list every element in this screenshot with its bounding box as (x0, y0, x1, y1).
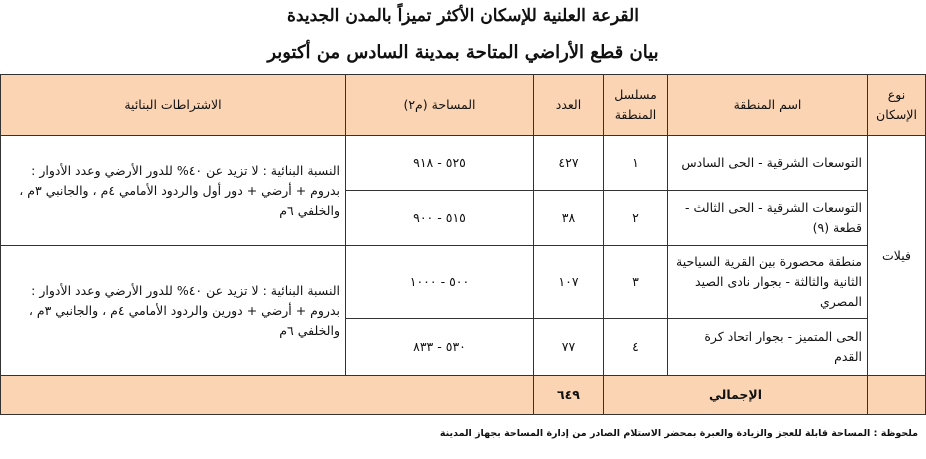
area-cell: ٥٠٠ - ١٠٠٠ (346, 246, 534, 319)
total-value: ٦٤٩ (534, 376, 604, 415)
page-subtitle: بيان قطع الأراضي المتاحة بمدينة السادس من أكتوبر (267, 42, 659, 63)
header-housing-type: نوع الإسكان (868, 75, 926, 136)
footnote: ملحوظة : المساحة قابلة للعجز والزيادة والعبرة بمحضر الاستلام الصادر من إدارة المساحة بجهاز المدينة (439, 428, 918, 439)
zone-name-cell: التوسعات الشرقية - الحى الثالث - قطعة (٩) (668, 191, 868, 246)
total-label: الإجمالي (604, 376, 868, 415)
header-count: العدد (534, 75, 604, 136)
area-cell: ٥٣٠ - ٨٣٣ (346, 319, 534, 376)
zone-name-cell: التوسعات الشرقية - الحى السادس (668, 136, 868, 191)
building-specs-cell: النسبة البنائية : لا تزيد عن ٤٠% للدور الأرضي وعدد الأدوار : بدروم + أرضي + دور أول والردود الأمامي ٤م ، والجانبي ٣م ، والخلفي ٦م (1, 136, 346, 246)
count-cell: ٧٧ (534, 319, 604, 376)
plots-table (0, 74, 926, 415)
count-cell: ٤٢٧ (534, 136, 604, 191)
total-row (1, 376, 926, 415)
header-zone-serial: مسلسل المنطقة (604, 75, 668, 136)
zone-serial-cell: ١ (604, 136, 668, 191)
header-area: المساحة (م٢) (346, 75, 534, 136)
header-building-specs: الاشتراطات البنائية (1, 75, 346, 136)
zone-name-cell: الحى المتميز - بجوار اتحاد كرة القدم (668, 319, 868, 376)
building-specs-cell: النسبة البنائية : لا تزيد عن ٤٠% للدور الأرضي وعدد الأدوار : بدروم + أرضي + دورين والردود الأمامي ٤م ، والجانبي ٣م ، والخلفي ٦م (1, 246, 346, 376)
area-cell: ٥٢٥ - ٩١٨ (346, 136, 534, 191)
housing-type-cell: فيلات (868, 136, 926, 376)
zone-serial-cell: ٢ (604, 191, 668, 246)
page-title: القرعة العلنية للإسكان الأكثر تميزاً بالمدن الجديدة (287, 6, 639, 26)
table-header-row (1, 75, 926, 136)
zone-serial-cell: ٤ (604, 319, 668, 376)
total-empty-cell (1, 376, 534, 415)
count-cell: ٣٨ (534, 191, 604, 246)
count-cell: ١٠٧ (534, 246, 604, 319)
zone-serial-cell: ٣ (604, 246, 668, 319)
zone-name-cell: منطقة محصورة بين القرية السياحية الثانية والثالثة - بجوار نادى الصيد المصري (668, 246, 868, 319)
area-cell: ٥١٥ - ٩٠٠ (346, 191, 534, 246)
header-zone-name: اسم المنطقة (668, 75, 868, 136)
total-empty-cell (868, 376, 926, 415)
table-row (1, 246, 926, 319)
table-row (1, 136, 926, 191)
